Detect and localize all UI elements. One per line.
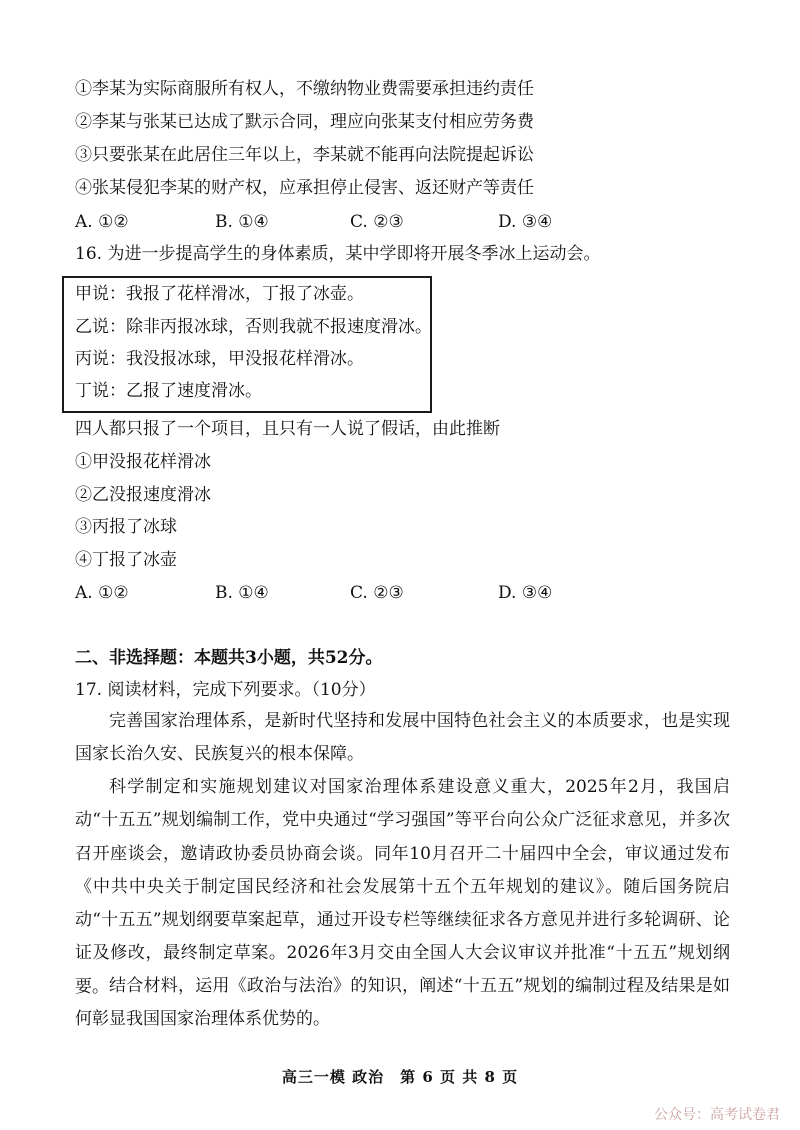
section-title: 二、非选择题：本题共3小题，共52分。 (75, 648, 383, 668)
q15-choice-a: A. ①② (75, 212, 129, 232)
q16-choice-c: C. ②③ (350, 583, 404, 603)
q16-option-4: ④丁报了冰壶 (75, 550, 177, 570)
q15-option-1: ①李某为实际商服所有权人，不缴纳物业费需要承担违约责任 (75, 79, 534, 99)
q17-paragraph-1: 完善国家治理体系，是新时代坚持和发展中国特色社会主义的本质要求，也是实现国家长治久安、民族复兴的根本保障。 (75, 711, 730, 765)
q16-condition: 四人都只报了一个项目，且只有一人说了假话，由此推断 (75, 419, 500, 439)
q16-option-2: ②乙没报速度滑冰 (75, 485, 211, 505)
page-footer: 高三一模 政治 第 6 页 共 8 页 (281, 1068, 519, 1086)
q16-statement-bing: 丙说：我没报冰球，甲没报花样滑冰。 (75, 349, 364, 369)
q16-choice-b: B. ①④ (215, 583, 269, 603)
q16-statement-ding: 丁说：乙报了速度滑冰。 (75, 381, 262, 401)
q16-choice-d: D. ③④ (498, 583, 553, 603)
q15-choice-c: C. ②③ (350, 212, 404, 232)
q16-stem: 16. 为进一步提高学生的身体素质，某中学即将开展冬季冰上运动会。 (75, 244, 601, 264)
q15-option-3: ③只要张某在此居住三年以上，李某就不能再向法院提起诉讼 (75, 145, 534, 165)
q16-choice-a: A. ①② (75, 583, 129, 603)
watermark: 公众号：高考试卷君 (654, 1107, 780, 1123)
q17-stem: 17. 阅读材料，完成下列要求。（10分） (75, 680, 376, 700)
q17-paragraph-3: 结合材料，运用《政治与法治》的知识，阐述“十五五”规划的编制过程及结果是如何彰显我国国家治理体系优势的。 (75, 976, 730, 1030)
q15-choice-d: D. ③④ (498, 212, 553, 232)
q16-statement-jia: 甲说：我报了花样滑冰，丁报了冰壶。 (75, 284, 364, 304)
q15-choice-b: B. ①④ (215, 212, 269, 232)
q17-paragraph-2: 科学制定和实施规划建议对国家治理体系建设意义重大，2025年2月，我国启动“十五五”规划编制工作，党中央通过“学习强国”等平台向公众广泛征求意见，并多次召开座谈会，邀请政协委员协商会谈。同年10月召开二十届四中全会，审议通过发布《中共中央关于制定国民经济和社会发展第十五个五年规划的建议》。随后国务院启动“十五五”规划纲要草案起草，通过开设专栏等继续征求各方意见并进行多轮调研、论证及修改，最终制定草案。2026年3月交由全国人大会议审议并批准“十五五”规划纲要。 (75, 777, 730, 997)
q15-option-4: ④张某侵犯李某的财产权，应承担停止侵害、返还财产等责任 (75, 178, 534, 198)
q16-statement-yi: 乙说：除非丙报冰球，否则我就不报速度滑冰。 (75, 317, 432, 337)
q16-option-3: ③丙报了冰球 (75, 517, 177, 537)
q15-option-2: ②李某与张某已达成了默示合同，理应向张某支付相应劳务费 (75, 112, 534, 132)
q16-option-1: ①甲没报花样滑冰 (75, 452, 211, 472)
